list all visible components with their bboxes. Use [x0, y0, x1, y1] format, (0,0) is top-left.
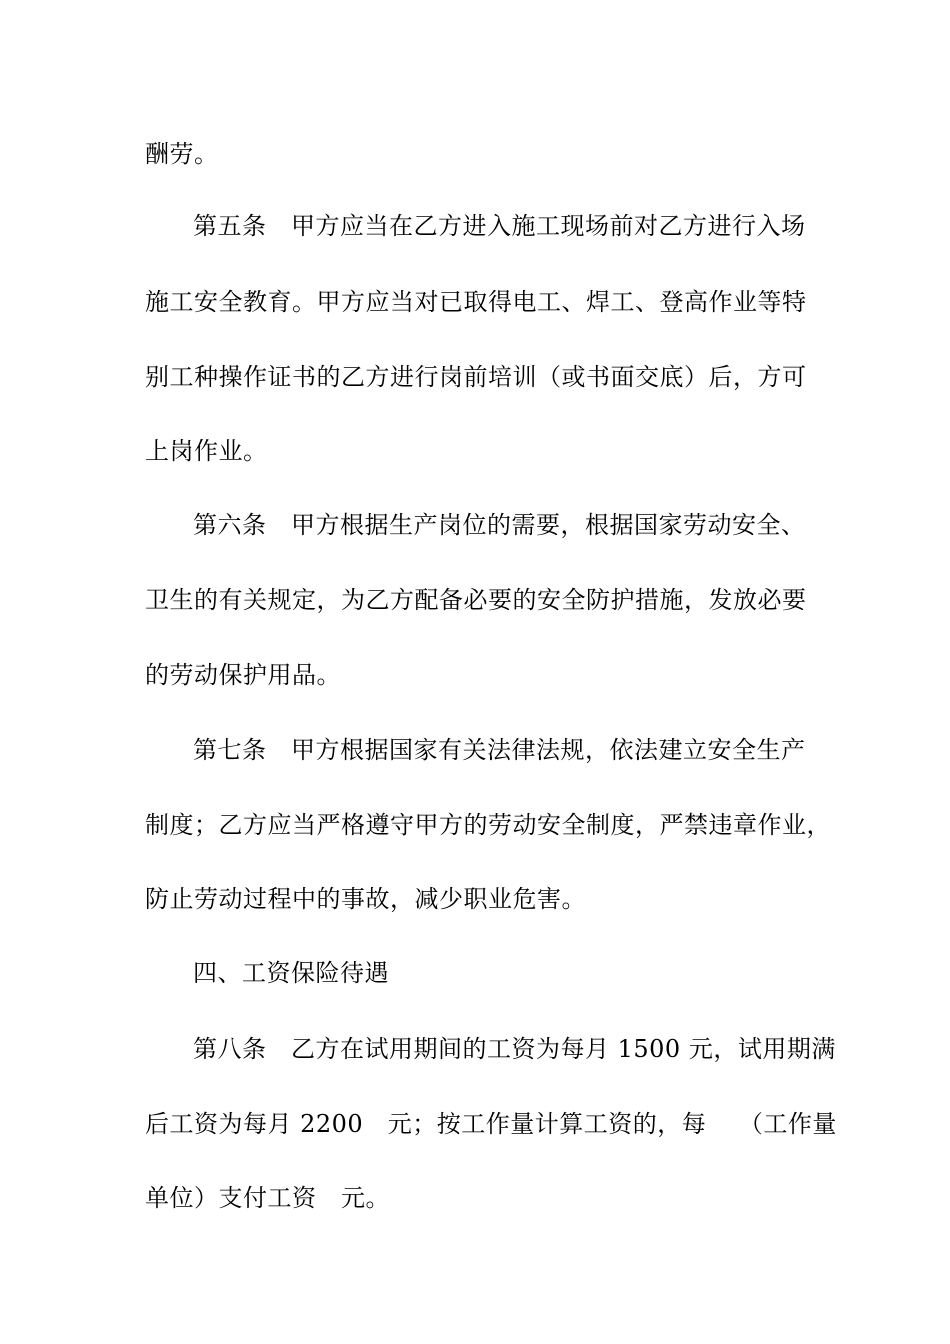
- paragraph-line: 制度；乙方应当严格遵守甲方的劳动安全制度，严禁违章作业，: [145, 811, 831, 839]
- article-8-heading-line: 第八条 乙方在试用期间的工资为每月 1500 元，试用期满: [193, 1035, 836, 1063]
- article-6-heading-line: 第六条 甲方根据生产岗位的需要，根据国家劳动安全、: [193, 511, 806, 539]
- paragraph-line: 的劳动保护用品。: [145, 661, 341, 689]
- paragraph-line: 单位）支付工资 元。: [145, 1184, 390, 1212]
- paragraph-line: 后工资为每月 2200 元；按工作量计算工资的，每 （工作量: [145, 1110, 837, 1138]
- paragraph-line: 酬劳。: [145, 140, 219, 168]
- paragraph-line: 卫生的有关规定，为乙方配备必要的安全防护措施，发放必要: [145, 586, 807, 614]
- paragraph-line: 施工安全教育。甲方应当对已取得电工、焊工、登高作业等特: [145, 288, 807, 316]
- article-7-heading-line: 第七条 甲方根据国家有关法律法规，依法建立安全生产: [193, 736, 806, 764]
- paragraph-line: 防止劳动过程中的事故，减少职业危害。: [145, 885, 586, 913]
- section-heading: 四、工资保险待遇: [193, 959, 389, 987]
- paragraph-line: 别工种操作证书的乙方进行岗前培训（或书面交底）后，方可: [145, 363, 807, 391]
- article-5-heading-line: 第五条 甲方应当在乙方进入施工现场前对乙方进行入场: [193, 212, 806, 240]
- paragraph-line: 上岗作业。: [145, 437, 268, 465]
